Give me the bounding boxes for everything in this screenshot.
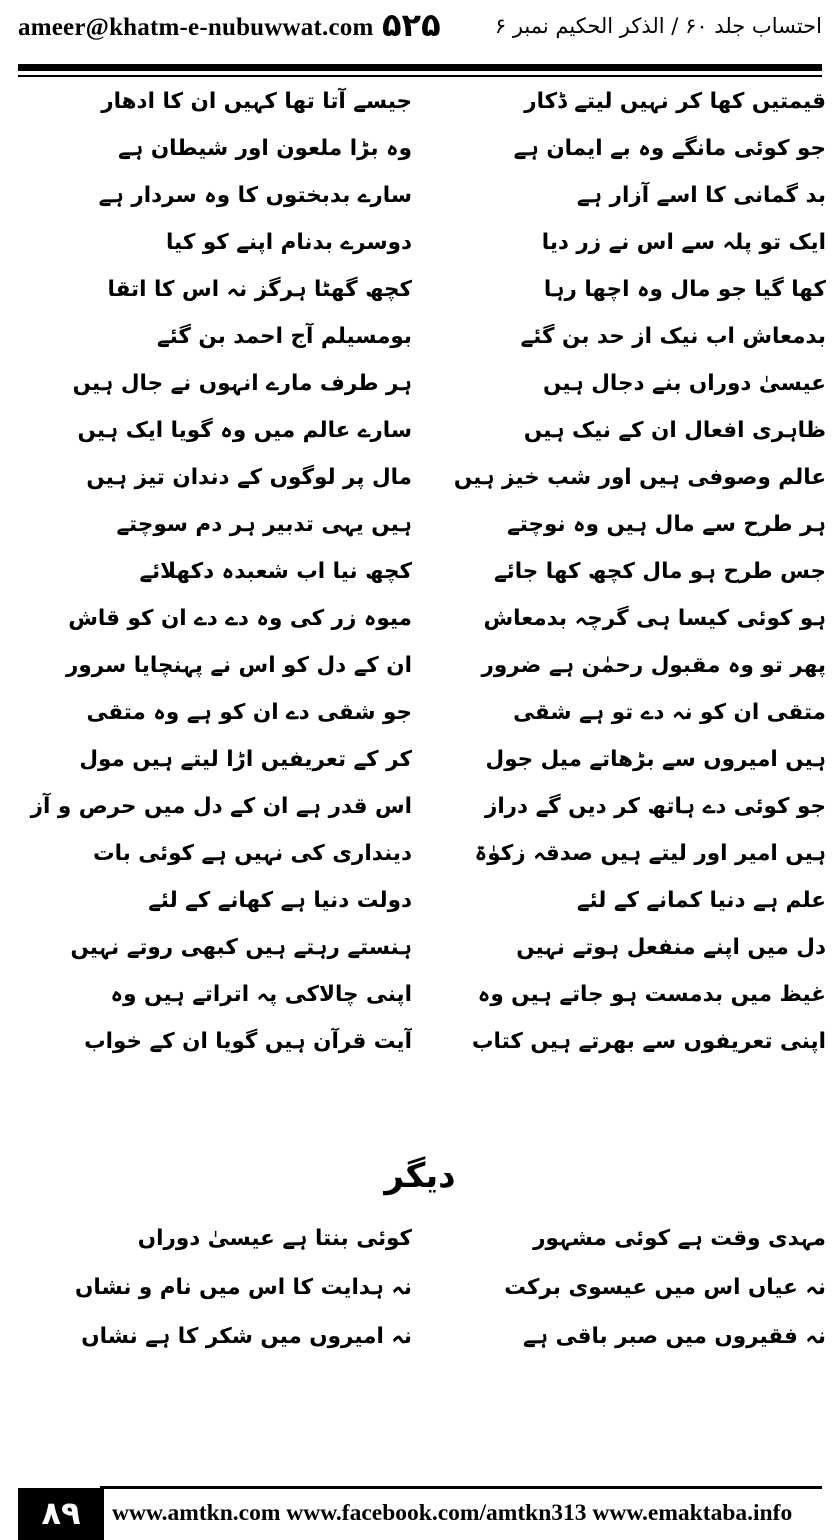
verse-line: سارے بدبختوں کا وہ سردار ہے [98, 183, 412, 208]
verse-line: ہیں یہی تدبیر ہر دم سوچتے [116, 512, 412, 537]
verse-line: عالم وصوفی ہیں اور شب خیز ہیں [453, 465, 826, 490]
verse-line: نہ عیاں اس میں عیسوی برکت [504, 1275, 826, 1300]
verse-line: ایک تو پلہ سے اس نے زر دیا [541, 230, 826, 255]
verse-line: اس قدر ہے ان کے دل میں حرص و آز [30, 794, 412, 819]
verse-line: ہیں امیر اور لیتے ہیں صدقہ زکوٰۃ [474, 841, 826, 866]
verse-line: نہ فقیروں میں صبر باقی ہے [522, 1324, 826, 1349]
verse-line: قیمتیں کھا کر نہیں لیتے ڈکار [524, 89, 826, 114]
verse-line: دولت دنیا ہے کھانے کے لئے [148, 888, 412, 913]
verse-line: آیت قرآن ہیں گویا ان کے خواب [84, 1029, 412, 1054]
verse-line: عیسیٰ دوراں بنے دجال ہیں [543, 371, 826, 396]
verse-line: جس طرح ہو مال کچھ کھا جائے [494, 559, 826, 584]
verse-line: دل میں اپنے منفعل ہوتے نہیں [516, 935, 826, 960]
verse-line: متقی ان کو نہ دے تو ہے شقی [513, 700, 826, 725]
verse-line: جو کوئی مانگے وہ بے ایمان ہے [513, 136, 826, 161]
verse-line: دینداری کی نہیں ہے کوئی بات [93, 841, 412, 866]
verse-line: ظاہری افعال ان کے نیک ہیں [523, 418, 826, 443]
verse-line: ہو کوئی کیسا ہی گرچہ بدمعاش [483, 606, 826, 631]
verse-line: کچھ نیا اب شعبدہ دکھلائے [139, 559, 412, 584]
verse-line: وہ بڑا ملعون اور شیطان ہے [118, 136, 412, 161]
verse-line: مہدی وقت ہے کوئی مشہور [533, 1226, 826, 1251]
verse-line: جو کوئی دے ہاتھ کر دیں گے دراز [484, 794, 826, 819]
header-email[interactable]: ameer@khatm-e-nubuwwat.com [18, 14, 374, 41]
poem-left-column [22, 78, 412, 1065]
verse-line: ان کے دل کو اس نے پہنچایا سرور [65, 653, 412, 678]
poem-right-column [436, 78, 826, 1065]
verse-line: نہ امیروں میں شکر کا ہے نشاں [81, 1324, 412, 1349]
verse-line: میوہ زر کی وہ دے دے ان کو قاش [68, 606, 412, 631]
section-title: دیگر [384, 1156, 456, 1196]
verse-line: مال پر لوگوں کے دندان تیز ہیں [86, 465, 412, 490]
footer-page-number: ۸۹ [18, 1488, 104, 1540]
verse-line: نہ ہدایت کا اس میں نام و نشاں [75, 1275, 412, 1300]
verse-line: علم ہے دنیا کمانے کے لئے [576, 888, 826, 913]
running-title: احتساب جلد ۶۰ / الذکر الحکیم نمبر ۶ [494, 14, 822, 38]
verse-line: کوئی بنتا ہے عیسیٰ دوراں [137, 1226, 412, 1251]
header-page-number: ۵۲۵ [382, 6, 441, 44]
verse-line: جیسے آتا تھا کہیں ان کا ادھار [101, 89, 412, 114]
verse-line: ہر طرح سے مال ہیں وہ نوچتے [507, 512, 826, 537]
header-rule-thick [18, 64, 822, 71]
verse-line: جو شقی دے ان کو ہے وہ متقی [86, 700, 412, 725]
verse-line: ہر طرف مارے انہوں نے جال ہیں [72, 371, 412, 396]
verse-line: اپنی تعریفوں سے بھرتے ہیں کتاب [471, 1029, 826, 1054]
page-header [0, 0, 840, 60]
verse-line: ہنستے رہتے ہیں کبھی روتے نہیں [70, 935, 412, 960]
section-right-column [436, 1214, 826, 1361]
verse-line: کر کے تعریفیں اڑا لیتے ہیں مول [79, 747, 412, 772]
verse-line: بد گمانی کا اسے آزار ہے [576, 183, 826, 208]
verse-line: غیظ میں بدمست ہو جاتے ہیں وہ [477, 982, 826, 1007]
header-rule-thin [18, 75, 822, 77]
verse-line: ہیں امیروں سے بڑھاتے میل جول [485, 747, 826, 772]
verse-line: دوسرے بدنام اپنے کو کیا [165, 230, 412, 255]
verse-line: پھر تو وہ مقبول رحمٰن ہے ضرور [481, 653, 826, 678]
footer-rule [100, 1486, 822, 1489]
verse-line: سارے عالم میں وہ گویا ایک ہیں [77, 418, 412, 443]
verse-line: کچھ گھٹا ہرگز نہ اس کا اتقا [107, 277, 412, 302]
verse-line: کھا گیا جو مال وہ اچھا رہا [543, 277, 826, 302]
footer-links[interactable]: www.amtkn.com www.facebook.com/amtkn313 www.emaktaba.info [112, 1500, 793, 1526]
section-left-column [22, 1214, 412, 1361]
verse-line: بومسیلم آج احمد بن گئے [157, 324, 412, 349]
verse-line: بدمعاش اب نیک از حد بن گئے [520, 324, 826, 349]
verse-line: اپنی چالاکی پہ اتراتے ہیں وہ [110, 982, 412, 1007]
